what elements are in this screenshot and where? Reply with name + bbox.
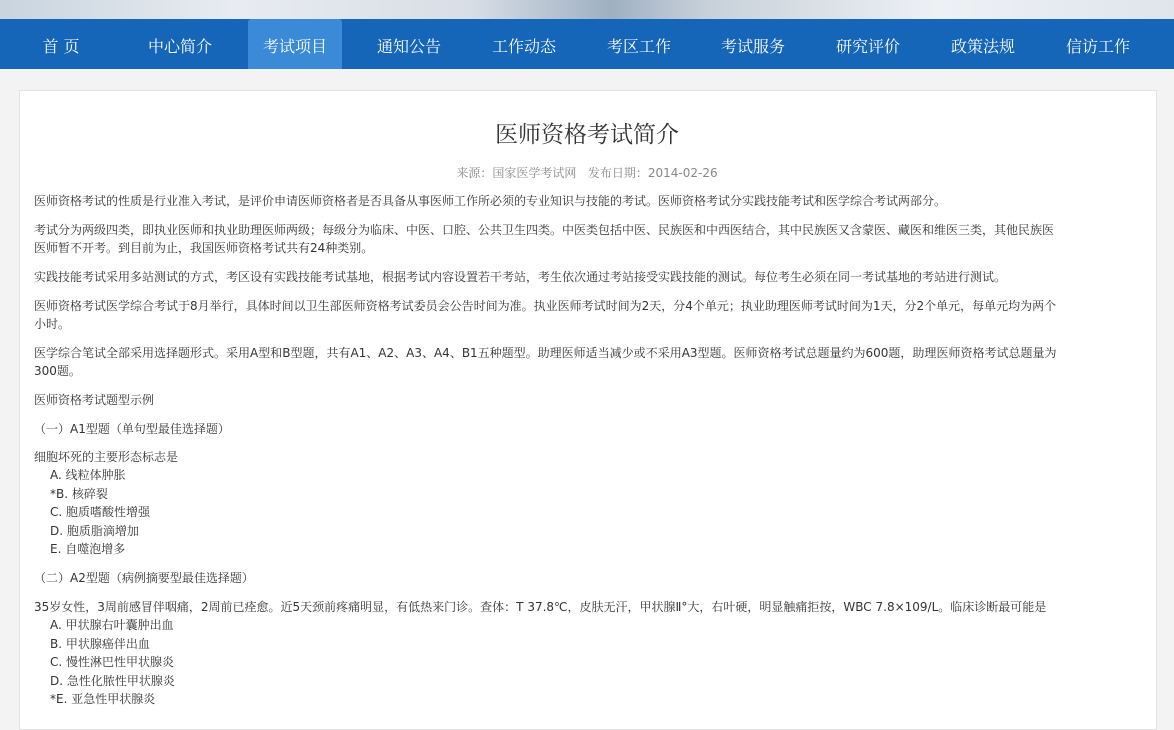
nav-item-center-intro[interactable]: 中心简介 — [147, 37, 212, 56]
paragraph-format-line2: 300题。 — [34, 364, 81, 378]
nav-item-work-news[interactable]: 工作动态 — [491, 37, 556, 56]
paragraph-categories-line1: 考试分为两级四类，即执业医师和执业助理医师两级；每级分为临床、中医、口腔、公共卫生四类。中医类包括中医、民族医和中西医结合，其中民族医又含蒙医、藏医和维医三类，其他民族医 — [34, 223, 1055, 237]
a1-option: C. 胞质嗜酸性增强 — [50, 505, 151, 519]
a1-option: D. 胞质脂滴增加 — [50, 524, 139, 538]
a1-option: E. 自噬泡增多 — [50, 542, 126, 556]
article-source: 来源：国家医学考试网 — [456, 166, 577, 180]
nav-item-research[interactable]: 研究评价 — [835, 37, 900, 56]
top-banner-image — [0, 0, 1174, 19]
nav-item-exam-area-work[interactable]: 考区工作 — [606, 37, 671, 56]
article-date: 发布日期：2014-02-26 — [587, 166, 718, 180]
examples-heading: 医师资格考试题型示例 — [34, 393, 155, 407]
article-meta — [0, 164, 1174, 181]
a2-option: A. 甲状腺右叶囊肿出血 — [50, 618, 174, 632]
a2-option: D. 急性化脓性甲状腺炎 — [50, 674, 175, 688]
paragraph-schedule-line1: 医师资格考试医学综合考试于8月举行，具体时间以卫生部医师资格考试委员会公告时间为准。执业医师考试时间为2天，分4个单元；执业助理医师考试时间为1天，分2个单元，每单元均为两个 — [34, 299, 1057, 313]
nav-item-home[interactable]: 首 页 — [42, 37, 80, 56]
nav-item-petition[interactable]: 信访工作 — [1065, 37, 1130, 56]
nav-item-exam-service[interactable]: 考试服务 — [720, 37, 785, 56]
nav-item-notices[interactable]: 通知公告 — [376, 37, 441, 56]
a1-option: A. 线粒体肿胀 — [50, 468, 126, 482]
paragraph-categories-line2: 医师暂不开考。到目前为止，我国医师资格考试共有24种类别。 — [34, 241, 374, 255]
a2-option: C. 慢性淋巴性甲状腺炎 — [50, 655, 175, 669]
paragraph-practical: 实践技能考试采用多站测试的方式，考区设有实践技能考试基地，根据考试内容设置若干考站，考生依次通过考站接受实践技能的测试。每位考生必须在同一考试基地的考站进行测试。 — [34, 270, 1007, 284]
nav-item-exam-projects[interactable]: 考试项目 — [248, 19, 342, 69]
a1-heading: （一）A1型题（单句型最佳选择题） — [34, 422, 230, 436]
article-title: 医师资格考试简介 — [495, 122, 679, 148]
a2-option: *E. 亚急性甲状腺炎 — [50, 692, 156, 706]
paragraph-nature: 医师资格考试的性质是行业准入考试，是评价申请医师资格者是否具备从事医师工作所必须的专业知识与技能的考试。医师资格考试分实践技能考试和医学综合考试两部分。 — [34, 194, 947, 208]
article-panel — [19, 90, 1157, 730]
a1-option: *B. 核碎裂 — [50, 487, 108, 501]
a1-question: 细胞坏死的主要形态标志是 — [34, 450, 179, 464]
a2-option: B. 甲状腺癌伴出血 — [50, 637, 150, 651]
paragraph-format-line1: 医学综合笔试全部采用选择题形式。采用A型和B型题，共有A1、A2、A3、A4、B1五种题型。助理医师适当减少或不采用A3型题。医师资格考试总题量约为600题，助理医师资格考试总题量为 — [34, 346, 1057, 360]
paragraph-schedule-line2: 小时。 — [34, 317, 71, 331]
a2-heading: （二）A2型题（病例摘要型最佳选择题） — [34, 571, 254, 585]
nav-item-policy[interactable]: 政策法规 — [950, 37, 1015, 56]
main-nav — [0, 19, 1174, 69]
a2-question: 35岁女性，3周前感冒伴咽痛，2周前已痊愈。近5天颈前疼痛明显，有低热来门诊。查体：T 37.8℃，皮肤无汗，甲状腺Ⅱ°大，右叶硬，明显触痛拒按，WBC 7.8×109/L。临床诊断最可能是 — [34, 600, 1047, 614]
